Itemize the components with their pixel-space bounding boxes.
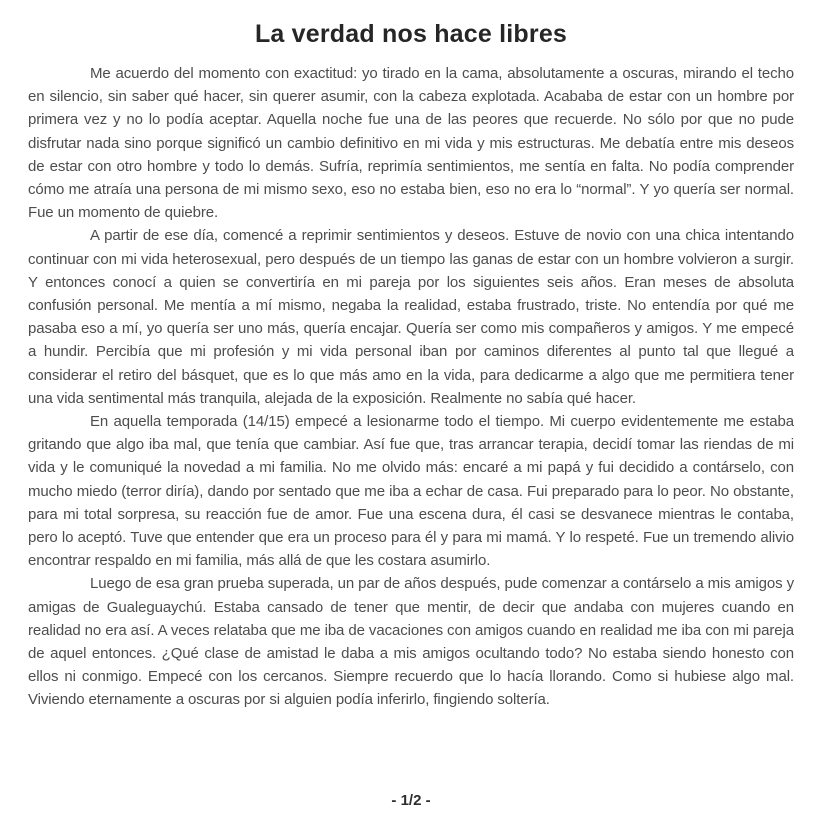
paragraph-1: Me acuerdo del momento con exactitud: yo tirado en la cama, absolutamente a oscuras, mirando el techo en silencio, sin saber qué hacer, sin querer asumir, con la cabeza explotada. Acababa de estar con un hombre por primera vez y no lo podía aceptar. Aquella noche fue una de las peores que recuerde. No sólo por que no pude disfrutar nada sino porque significó un cambio definitivo en mi vida y mis estructuras. Me debatía entre mis deseos de estar con otro hombre y todo lo demás. Sufría, reprimía sentimientos, me sentía en falta. No podía comprender cómo me atraía una persona de mi mismo sexo, eso no estaba bien, eso no era lo “normal”. Y yo quería ser normal. Fue un momento de quiebre. [28,65,794,222]
paragraph-4: Luego de esa gran prueba superada, un par de años después, pude comenzar a contárselo a mis amigos y amigas de Gualeguaychú. Estaba cansado de tener que mentir, de decir que andaba con mujeres cuando en realidad no era así. A veces relataba que me iba de vacaciones con amigos cuando en realidad me iba con mi pareja de aquel entonces. ¿Qué clase de amistad le daba a mis amigos ocultando todo? No estaba siendo honesto con ellos ni conmigo. Empecé con los cercanos. Siempre recuerdo que lo hacía llorando. Como si hubiese algo mal. Viviendo eternamente a oscuras por si alguien podía inferirlo, fingiendo soltería. [28,575,794,709]
paragraph-3: En aquella temporada (14/15) empecé a lesionarme todo el tiempo. Mi cuerpo evidentemente me estaba gritando que algo iba mal, que tenía que cambiar. Así fue que, tras arrancar terapia, decidí tomar las riendas de mi vida y le comuniqué la novedad a mi familia. No me olvido más: encaré a mi papá y fui decidido a contárselo, con mucho miedo (terror diría), dando por sentado que me iba a echar de casa. Fui preparado para lo peor. No obstante, para mi total sorpresa, su reacción fue de amor. Fue una escena dura, él casi se desvanece mientras le contaba, pero lo aceptó. Tuve que entender que era un proceso para él y para mi mamá. Y lo respeté. Fue un tremendo alivio encontrar respaldo en mi familia, más allá de que les costara asumirlo. [28,413,794,570]
document-body [28,62,794,788]
page-title: La verdad nos hace libres [254,20,568,48]
page-number: - 1/2 - [391,792,431,809]
paragraph-2: A partir de ese día, comencé a reprimir sentimientos y deseos. Estuve de novio con una chica intentando continuar con mi vida heterosexual, pero después de un tiempo las ganas de estar con un hombre volvieron a surgir. Y entonces conocí a quien se convertiría en mi pareja por los siguientes seis años. Eran meses de absoluta confusión personal. Me mentía a mí mismo, negaba la realidad, estaba frustrado, triste. No entendía por qué me pasaba eso a mí, yo quería ser uno más, quería encajar. Quería ser como mis compañeros y amigos. Y me empecé a hundir. Percibía que mi profesión y mi vida personal iban por caminos diferentes al punto tal que llegué a considerar el retiro del básquet, que es lo que más amo en la vida, para dedicarme a algo que me permitiera tener una vida sentimental más tranquila, alejada de la exposición. Realmente no sabía qué hacer. [28,227,794,407]
